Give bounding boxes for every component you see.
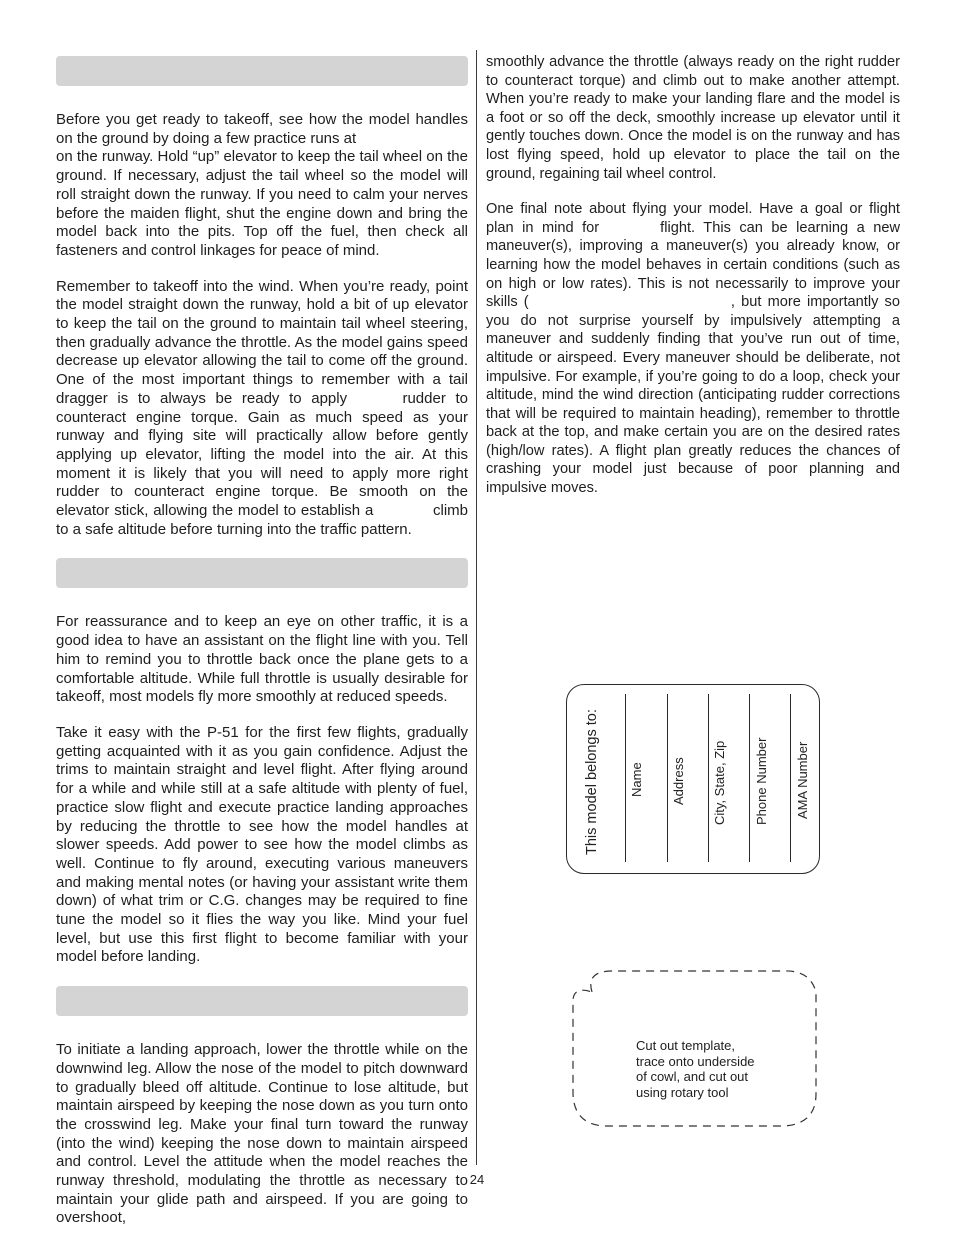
text-run: Before you get ready to takeoff, see how the model handles on the ground by doing a few practice runs at (56, 111, 468, 147)
section-header-bar (56, 56, 468, 86)
section-header-bar (56, 558, 468, 588)
id-field-name: Name (629, 762, 644, 797)
text-run: rudder to counteract engine torque. Gain as much speed as your runway and flying site will practically allow before gently applying up elevator, lifting the model into the air. At this moment it is likely that you will need to apply more right rudder to counteract engine torque. Be smooth on the elevator stick, allowing the model to establish a (56, 389, 468, 520)
id-field-phone: Phone Number (754, 737, 769, 825)
paragraph: For reassurance and to keep an eye on other traffic, it is a good idea to have an assistant on the flight line with you. Tell him to remind you to throttle back once the plane gets to a comfortable altitude. While full throttle is usually desirable for takeoff, most models fly more smoothly at reduced speeds. (56, 613, 468, 706)
text-run: , but more importantly so you do not surprise yourself by impulsively attempting a maneuver and suddenly finding that you’ve run out of time, altitude or airspeed. Every maneuver should be deliberate, not impulsive. For example, if you’re going to do a loop, check your altitude, mind the wind direction (anticipating rudder corrections that will be required to maintain heading), remember to throttle back at the top, and make certain you are on the desired rates (high/low rates). A flight plan greatly reduces the chances of crashing your model just because of poor planning and impulsive moves. (486, 294, 900, 497)
template-text-line: trace onto underside (636, 1053, 755, 1069)
id-card-write-line (667, 694, 668, 862)
id-field-city-state-zip: City, State, Zip (712, 740, 727, 825)
id-card-write-line (749, 694, 750, 862)
paragraph: smoothly advance the throttle (always ready on the right rudder to counteract torque) and climb out to make another attempt. When you’re ready to make your landing flare and the model is a foot or so off the deck, smoothly increase up elevator until it gently touches down. Once the model is on the runway and has lost flying speed, hold up elevator to place the tail on the ground, regaining tail wheel control. (486, 54, 900, 182)
id-card-write-line (625, 694, 626, 862)
template-text-line: of cowl, and cut out (636, 1069, 749, 1085)
paragraph (486, 200, 900, 498)
page-number: 24 (469, 1172, 485, 1187)
text-run: climb to a safe altitude before turning into the traffic pattern. (56, 502, 469, 538)
paragraph: Take it easy with the P-51 for the first few flights, gradually getting acquainted with it as you gain confidence. Adjust the trims to maintain straight and level flight. After flying around for a while and while still at a safe altitude with plenty of fuel, practice slow flight and execute practice landing approaches by reducing the throttle to see how the model handles at slower speeds. Add power to see how the model climbs as well. Continue to fly around, executing various maneuvers and making mental notes (or having your assistant write them down) of what trim or C.G. changes may be required to fine tune the model so it flies the way you like. Mind your fuel level, but use this first flight to become familiar with your model before landing. (56, 723, 468, 966)
paragraph: To initiate a landing approach, lower the throttle while on the downwind leg. Allow the nose of the model to pitch downward to gradually bleed off altitude. Continue to lose altitude, but maintain airspeed by keeping the nose down as you turn onto the crosswind leg. Make your final turn toward the runway (into the wind) keeping the nose down to maintain airspeed and control. Level the attitude when the model reaches the runway threshold, modulating the throttle as necessary to maintain your glide path and airspeed. If you are going to overshoot, (56, 1041, 468, 1227)
text-run: Remember to takeoff into the wind. When you’re ready, point the model straight down the runway, hold a bit of up elevator to keep the tail on the ground to maintain tail wheel steering, then gradually advance the throttle. As the model gains speed decrease up elevator allowing the tail to come off the ground. One of the most important things to remember with a tail dragger is to always be ready to apply (56, 277, 468, 407)
id-field-address: Address (671, 757, 686, 805)
id-card-write-line (790, 694, 791, 862)
paragraph (56, 278, 468, 540)
text-run: One final note about flying your model. Have a goal or flight plan in mind for (486, 201, 900, 236)
template-text-line: Cut out template, (636, 1038, 735, 1053)
template-instructions (636, 1038, 786, 1100)
text-run: on the runway. Hold “up” elevator to keep the tail wheel on the ground. If necessary, adjust the tail wheel so the model will roll straight down the runway. If you need to calm your nerves before the maiden flight, shut the engine down and bring the model back into the pits. Top off the fuel, then check all fasteners and control linkages for peace of mind. (56, 148, 468, 259)
left-column (56, 56, 468, 1228)
ownership-id-card (566, 684, 820, 874)
column-divider (476, 50, 477, 1165)
paragraph (56, 111, 468, 261)
id-field-ama: AMA Number (795, 741, 810, 819)
id-card-write-line (708, 694, 709, 862)
text-run: flight. This can be learning a new maneuver(s), improving a maneuver(s) you already know, or learning how the model behaves in certain conditions (such as on high or low rates). This is not necessarily to improve your skills ( (486, 219, 900, 311)
template-text-line: using rotary tool (636, 1084, 729, 1100)
right-column (486, 53, 900, 498)
section-header-bar (56, 986, 468, 1016)
id-card-title: This model belongs to: (584, 709, 600, 855)
